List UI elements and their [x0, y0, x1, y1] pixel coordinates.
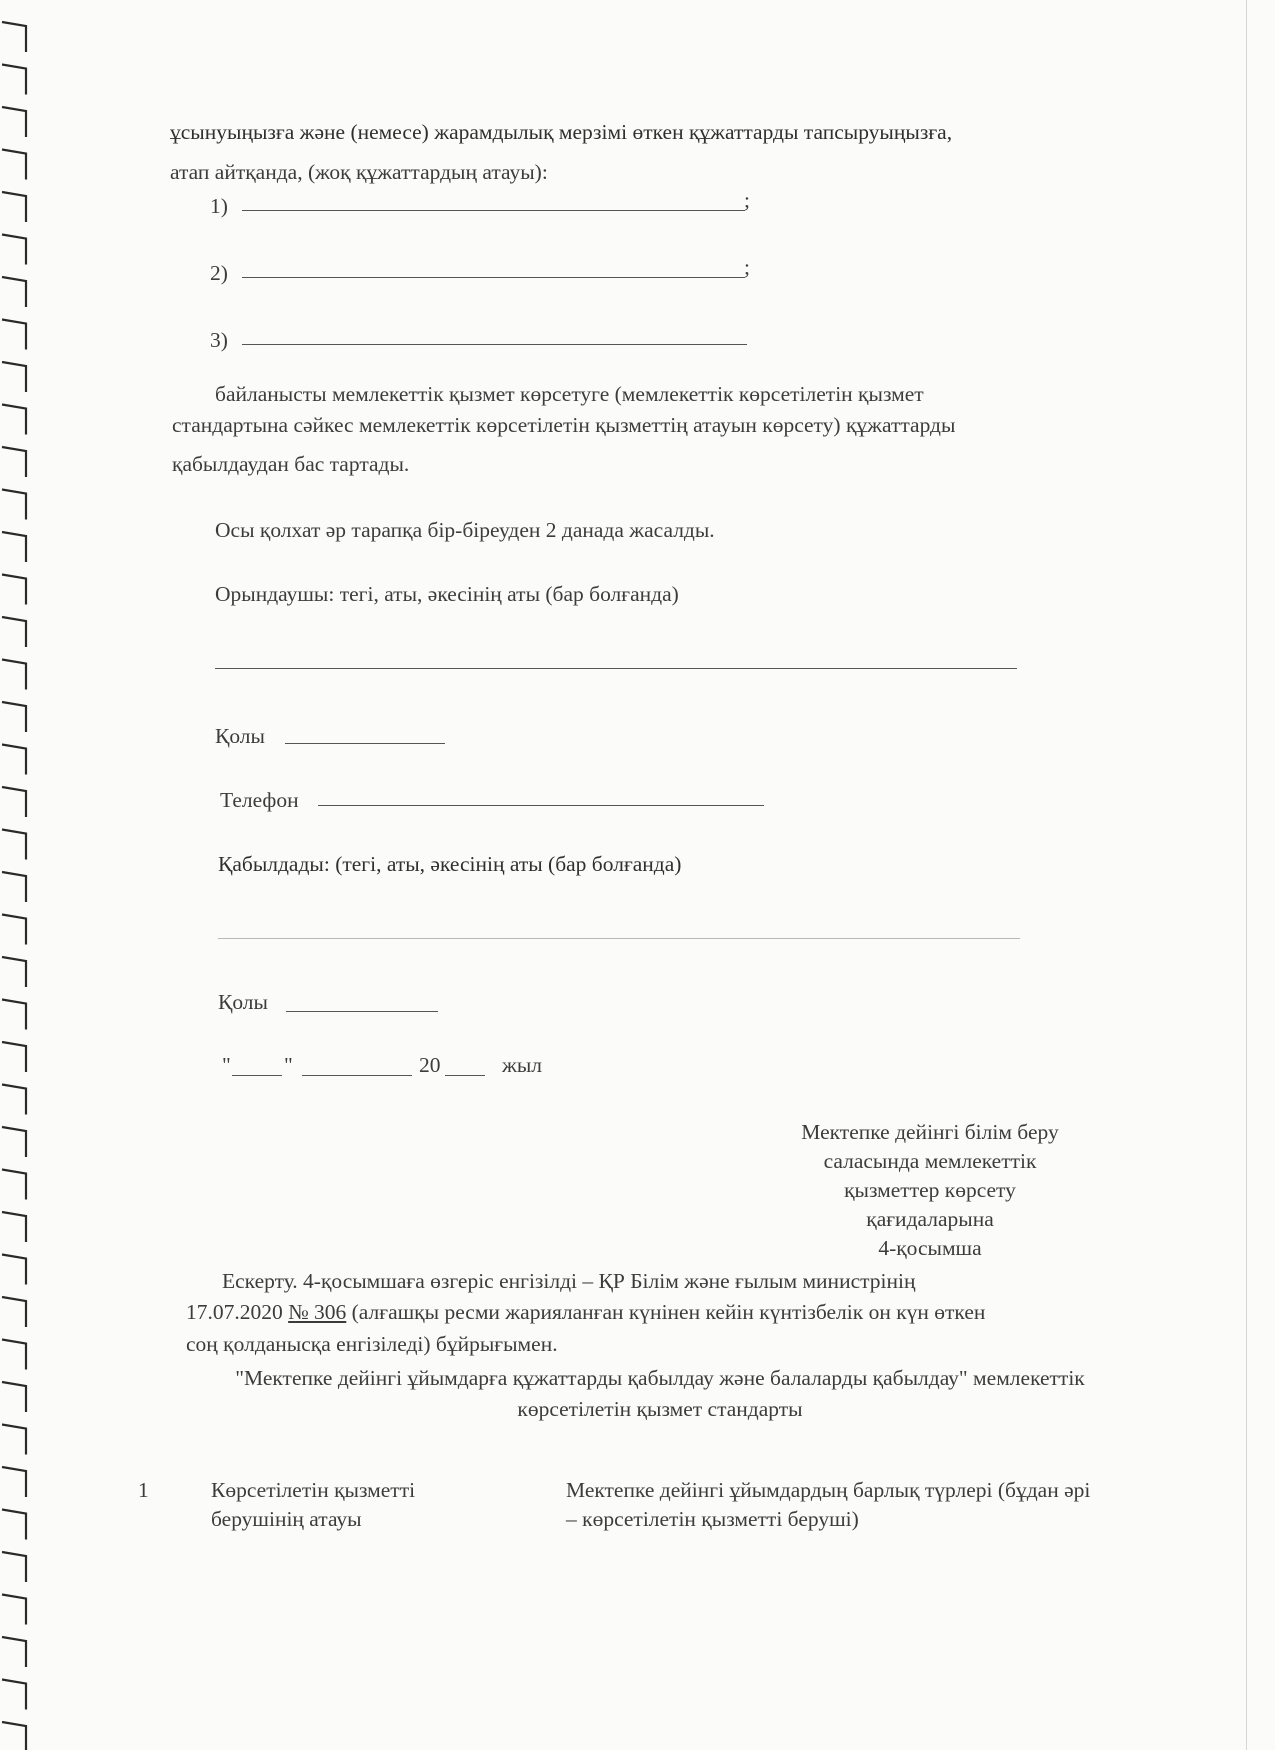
date-quote-open: ": [222, 1053, 231, 1077]
received-label: Қабылдады: (тегі, аты, әкесінің аты (бар болғанда): [218, 852, 682, 876]
binding-ring: [2, 1722, 26, 1750]
annex-header: [760, 1118, 1100, 1263]
list-item-number: 3): [210, 328, 228, 352]
standard-title-line-2: көрсетілетін қызмет стандарты: [517, 1397, 803, 1421]
binding-ring: [2, 65, 26, 95]
table-row-value-line-2: – көрсетілетін қызметті беруші): [566, 1507, 859, 1531]
binding-ring: [2, 320, 26, 350]
binding-ring: [2, 957, 26, 987]
day-blank-line: [232, 1075, 282, 1076]
binding-ring: [2, 1340, 26, 1370]
year-blank-line: [445, 1075, 485, 1076]
binding-ring: [2, 1297, 26, 1327]
binding-ring: [2, 617, 26, 647]
annex-header-line: саласында мемлекеттік: [823, 1149, 1037, 1173]
binding-ring: [2, 22, 26, 52]
binding-ring: [2, 702, 26, 732]
binding-ring: [2, 1170, 26, 1200]
binding-ring: [2, 915, 26, 945]
table-row-number: 1: [138, 1478, 149, 1502]
binding-ring: [2, 745, 26, 775]
executor-name-blank-line: [215, 668, 1017, 669]
binding-ring: [2, 1467, 26, 1497]
list-item-number: 2): [210, 261, 228, 285]
annex-header-line: қағидаларына: [866, 1207, 994, 1231]
date-century: 20: [419, 1053, 441, 1077]
spiral-binding: [0, 0, 34, 1750]
binding-ring: [2, 1680, 26, 1710]
binding-ring: [2, 277, 26, 307]
receiver-signature-label: Қолы: [218, 990, 268, 1014]
binding-ring: [2, 532, 26, 562]
annex-header-line: Мектепке дейінгі білім беру: [801, 1120, 1059, 1144]
executor-label: Орындаушы: тегі, аты, әкесінің аты (бар болғанда): [215, 582, 679, 606]
list-item-blank-line: [242, 277, 745, 278]
date-year-word: жыл: [502, 1053, 543, 1077]
executor-signature-label: Қолы: [215, 724, 265, 748]
receiver-name-blank-line: [218, 938, 1020, 939]
binding-ring: [2, 107, 26, 137]
refusal-line-2: стандартына сәйкес мемлекеттік көрсетілетін қызметтің атауын көрсету) құжаттарды: [172, 413, 956, 437]
list-item-number: 1): [210, 194, 228, 218]
binding-ring: [2, 192, 26, 222]
list-item-blank-line: [242, 344, 747, 345]
binding-ring: [2, 1382, 26, 1412]
binding-ring: [2, 1510, 26, 1540]
binding-ring: [2, 1425, 26, 1455]
note-line-3: соң қолданысқа енгізіледі) бұйрығымен.: [186, 1332, 558, 1356]
order-link[interactable]: № 306: [288, 1300, 347, 1324]
date-quote-close: ": [284, 1053, 293, 1077]
annex-header-line: 4-қосымша: [878, 1236, 982, 1260]
binding-ring: [2, 447, 26, 477]
executor-signature-blank-line: [285, 743, 445, 744]
note-line-2-rest: (алғашқы ресми жарияланған күнінен кейін күнтізбелік он күн өткен: [351, 1300, 986, 1324]
list-item-end: ;: [744, 255, 750, 279]
receiver-signature-blank-line: [286, 1011, 438, 1012]
phone-blank-line: [318, 805, 764, 806]
refusal-line-1: байланысты мемлекеттік қызмет көрсетуге (мемлекеттік көрсетілетін қызмет: [215, 382, 924, 406]
table-row-value-line-1: Мектепке дейінгі ұйымдардың барлық түрлері (бұдан әрі: [566, 1478, 1091, 1502]
binding-ring: [2, 787, 26, 817]
binding-ring: [2, 1255, 26, 1285]
binding-ring: [2, 490, 26, 520]
binding-ring: [2, 1212, 26, 1242]
phone-label: Телефон: [220, 788, 299, 812]
binding-ring: [2, 405, 26, 435]
list-item-end: ;: [744, 188, 750, 212]
intro-line-1: ұсынуыңызға және (немесе) жарамдылық мерзімі өткен құжаттарды тапсыруыңызға,: [170, 120, 953, 144]
intro-line-2: атап айтқанда, (жоқ құжаттардың атауы):: [170, 160, 548, 184]
note-date: 17.07.2020: [186, 1300, 283, 1324]
standard-title-line-1: "Мектепке дейінгі ұйымдарға құжаттарды қабылдау және балаларды қабылдау" мемлекеттік: [235, 1366, 1085, 1390]
copies-note: Осы қолхат әр тарапқа бір-біреуден 2 данада жасалды.: [215, 518, 715, 542]
note-line-2: [186, 1298, 985, 1326]
refusal-line-3: қабылдаудан бас тартады.: [172, 452, 410, 476]
binding-ring: [2, 1000, 26, 1030]
table-row-name-line-2: берушінің атауы: [211, 1507, 362, 1531]
binding-ring: [2, 1085, 26, 1115]
binding-ring: [2, 362, 26, 392]
binding-ring: [2, 1552, 26, 1582]
binding-ring: [2, 150, 26, 180]
table-row-name-line-1: Көрсетілетін қызметті: [211, 1478, 416, 1502]
binding-ring: [2, 1127, 26, 1157]
binding-ring: [2, 575, 26, 605]
page-edge-line: [1246, 0, 1247, 1750]
note-line-1: Ескерту. 4-қосымшаға өзгеріс енгізілді – ҚР Білім және ғылым министрінің: [222, 1269, 916, 1293]
binding-ring: [2, 660, 26, 690]
annex-header-line: қызметтер көрсету: [844, 1178, 1016, 1202]
month-blank-line: [302, 1075, 412, 1076]
binding-ring: [2, 872, 26, 902]
binding-ring: [2, 830, 26, 860]
binding-ring: [2, 1595, 26, 1625]
binding-ring: [2, 235, 26, 265]
binding-ring: [2, 1637, 26, 1667]
list-item-blank-line: [242, 210, 745, 211]
binding-ring: [2, 1042, 26, 1072]
